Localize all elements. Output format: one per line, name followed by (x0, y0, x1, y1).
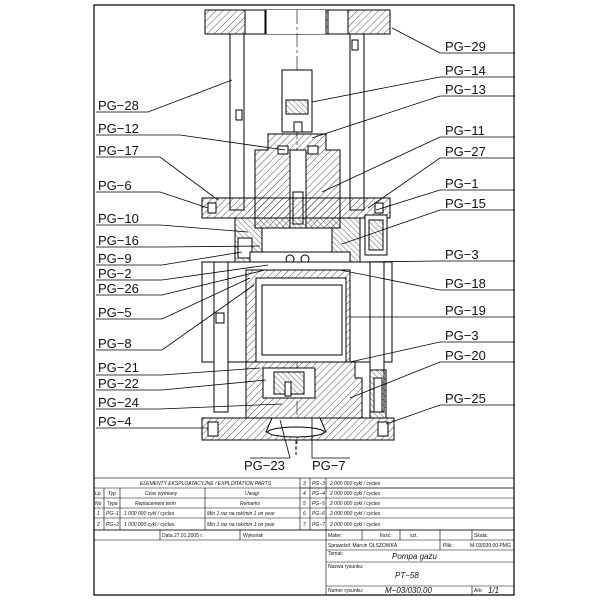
sheet-value: 1/1 (488, 586, 500, 595)
callout-label: PG−11 (445, 123, 485, 138)
callout-label: PG−27 (445, 144, 486, 159)
flange (202, 198, 390, 218)
subject-value: Pompa gazu (392, 552, 437, 561)
callout-label: PG−9 (98, 251, 132, 266)
callout-label: PG−17 (98, 143, 139, 158)
callout-label: PG−22 (98, 376, 139, 391)
header-type-en: Type (107, 501, 118, 507)
scale-label: Skala: (474, 533, 488, 539)
unit-label: szt. (410, 533, 418, 539)
row-type: PG−7 (312, 522, 325, 528)
callout-label: PG−6 (98, 178, 132, 193)
callout-label: PG−14 (445, 63, 486, 78)
row-no: 2 (97, 522, 100, 528)
callouts-right (445, 39, 486, 406)
row-type: PG−2 (106, 522, 119, 528)
file-value: M-03/030.00.PMG (470, 543, 511, 549)
row-term: 1 000 000 cykl / cycles (124, 522, 175, 528)
callout-label: PG−4 (98, 414, 132, 429)
header-no-en: No (95, 501, 102, 507)
header-type: Typ (108, 491, 116, 497)
author-label: Wykonał: (243, 533, 264, 539)
row-type: PG−4 (312, 491, 325, 497)
material-label: Mater: (328, 533, 343, 539)
tie-rod-left (230, 34, 244, 210)
parts-table-title: ELEMENTY EKSPLOATACYJNE / EXPLOITATION PARTS (140, 481, 272, 487)
callout-label: PG−19 (445, 303, 486, 318)
callout-label: PG−26 (98, 281, 139, 296)
row-remarks: Min 1 raz na rok/min 1 on year (207, 522, 275, 528)
pump-assembly (202, 10, 394, 455)
row-no: 7 (303, 522, 306, 528)
header-term: Czas wymiany (145, 491, 178, 497)
row-term: 2 000 000 cykl / cycles (330, 491, 381, 497)
callout-label: PG−7 (312, 458, 346, 473)
row-no: 6 (303, 511, 306, 517)
callout-label: PG−28 (98, 98, 139, 113)
callout-label: PG−10 (98, 211, 139, 226)
quantity-label: Ilość: (380, 533, 392, 539)
header-remarks: Uwagi (245, 491, 259, 497)
drawing-date: Data:27.01.2005 r. (162, 533, 204, 539)
callout-label: PG−2 (98, 266, 132, 281)
callout-label: PG−21 (98, 360, 139, 375)
callout-label: PG−3 (445, 247, 479, 262)
callout-label: PG−1 (445, 176, 479, 191)
row-no: 1 (97, 511, 100, 517)
callout-label: PG−5 (98, 305, 132, 320)
callout-label: PG−16 (98, 233, 139, 248)
callout-label: PG−8 (98, 336, 132, 351)
row-term: 2 000 000 cykl / cycles (330, 511, 381, 517)
row-term: 2 000 000 cykl / cycles (330, 501, 381, 507)
callout-label: PG−23 (244, 458, 285, 473)
callout-label: PG−24 (98, 395, 139, 410)
checked-by: Sprawdził: Marcin OLSZOWKA (328, 543, 398, 549)
subject-label: Temat: (328, 551, 344, 557)
header-remarks-en: Remarks (240, 501, 261, 507)
callout-label: PG−29 (445, 39, 486, 54)
row-no: 4 (303, 491, 306, 497)
drawing-name-value: PT−58 (395, 571, 419, 580)
title-block (94, 530, 514, 595)
callouts-bottom (244, 458, 346, 473)
callout-label: PG−3 (445, 328, 479, 343)
drawing-number-label: Numer rysunku: (328, 588, 364, 594)
callouts-left (98, 98, 139, 429)
drawing-number-value: M−03/030.00 (385, 586, 432, 595)
header-term-en: Replacement term (135, 501, 176, 507)
header-no: Lp. (95, 491, 102, 497)
row-no: 3 (303, 481, 306, 487)
row-no: 5 (303, 501, 306, 507)
callout-label: PG−13 (445, 82, 486, 97)
row-type: PG−1 (106, 511, 119, 517)
drawing-name-label: Nazwa rysunku: (328, 564, 364, 570)
callout-label: PG−15 (445, 196, 486, 211)
sheet-label: Ark: (474, 588, 483, 594)
callout-label: PG−20 (445, 348, 486, 363)
row-remarks: Min 1 raz na rok/min 1 on year (207, 511, 275, 517)
row-term: 2 000 000 cykl / cycles (330, 481, 381, 487)
row-term: 1 000 000 cykl / cycles (124, 511, 175, 517)
callout-label: PG−12 (98, 121, 139, 136)
callout-label: PG−18 (445, 276, 486, 291)
callout-label: PG−25 (445, 391, 486, 406)
row-term: 2 000 000 cykl / cycles (330, 522, 381, 528)
row-type: PG−3 (312, 481, 325, 487)
file-label: Plik: (443, 543, 453, 549)
row-type: PG−5 (312, 501, 325, 507)
row-type: PG−6 (312, 511, 325, 517)
